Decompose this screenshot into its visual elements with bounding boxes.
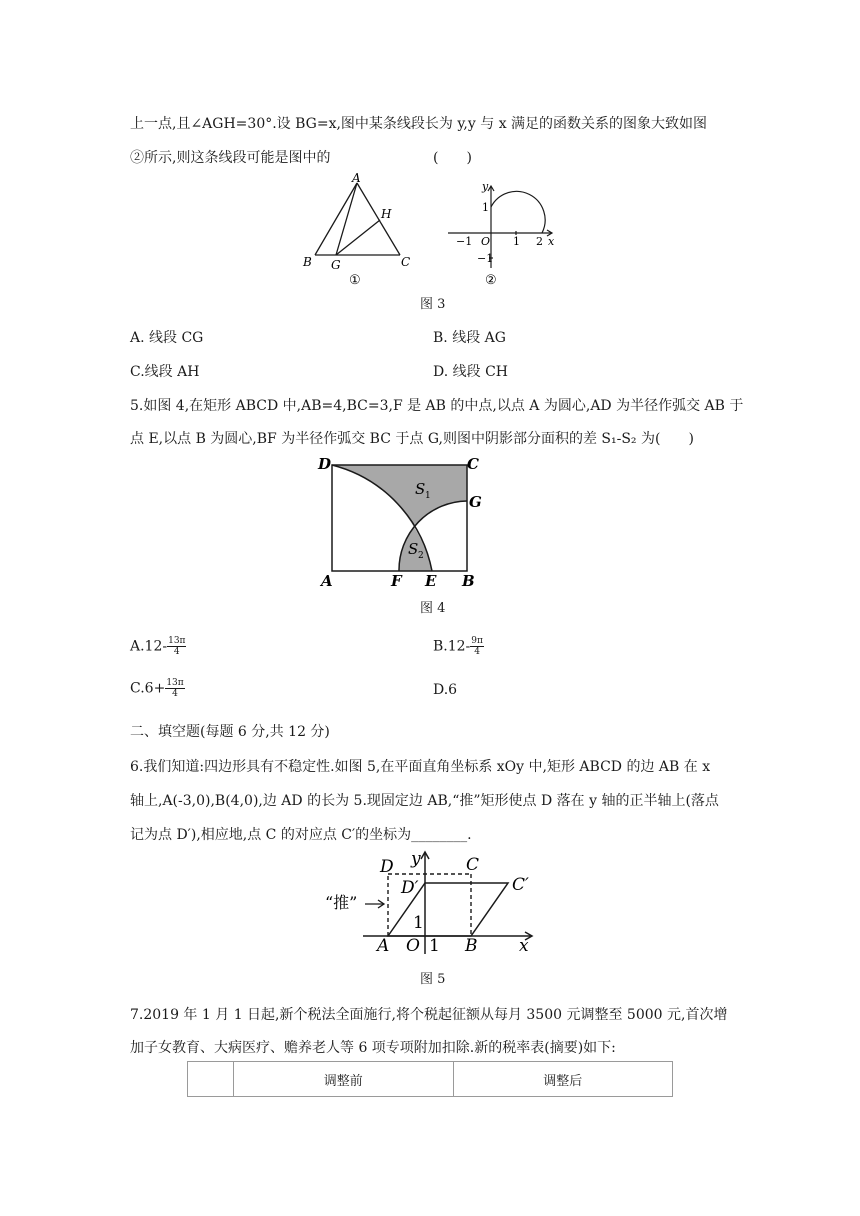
- q5-option-a-denominator: 4: [173, 647, 180, 657]
- graph-label-two-x: 2: [536, 235, 543, 248]
- q4-option-c: C.线段 AH: [130, 364, 200, 380]
- fig5-label-c: C: [466, 855, 480, 875]
- fig4-label-a: A: [321, 572, 333, 590]
- q5-option-b-denominator: 4: [474, 647, 480, 657]
- tri-label-h: H: [381, 207, 392, 221]
- fig4-label-c: C: [467, 455, 479, 473]
- q5-option-b-prefix: B.12-: [433, 638, 471, 655]
- q4-text-line1: 上一点,且∠AGH=30°.设 BG=x,图中某条线段长为 y,y 与 x 满足的函数关系的图象大致如图: [130, 116, 708, 132]
- fig5-label-d: D: [380, 857, 394, 877]
- q7-text-line2: 加子女教育、大病医疗、赡养老人等 6 项专项附加扣除.新的税率表(摘要)如下:: [130, 1040, 616, 1056]
- table-header-cell: 调整后: [453, 1062, 673, 1097]
- graph-label-neg-one-x: −1: [456, 235, 473, 248]
- q4-option-b: B. 线段 AG: [433, 330, 506, 346]
- q5-option-b-numerator: 9π: [471, 636, 483, 646]
- graph-sub-label: ②: [485, 273, 497, 288]
- figure-4-caption: 图 4: [420, 601, 446, 616]
- q5-option-c-denominator: 4: [172, 689, 178, 699]
- fig5-label-b: B: [465, 936, 478, 956]
- fig5-label-push: “推”: [325, 893, 358, 912]
- q5-option-a-prefix: A.12-: [130, 638, 168, 655]
- fig5-label-y: y: [411, 849, 421, 869]
- graph-label-neg-one-y: −1: [477, 252, 494, 265]
- fig5-label-d-prime: D′: [401, 878, 419, 898]
- fig4-label-g: G: [469, 493, 482, 511]
- table-header-row: [188, 1062, 673, 1097]
- tri-label-b: B: [303, 255, 312, 269]
- q4-text-line2: ②所示,则这条线段可能是图中的: [130, 150, 331, 166]
- figure-3-caption: 图 3: [420, 297, 446, 312]
- q5-text-line1: 5.如图 4,在矩形 ABCD 中,AB=4,BC=3,F 是 AB 的中点,以点 A 为圆心,AD 为半径作弧交 AB 于: [130, 398, 744, 414]
- tax-rate-table: [187, 1061, 673, 1097]
- graph-label-one-y: 1: [482, 201, 489, 214]
- graph-label-x: x: [548, 235, 555, 248]
- tri-label-g: G: [331, 258, 341, 272]
- tri-label-c: C: [401, 255, 411, 269]
- fig4-label-b: B: [462, 572, 475, 590]
- q5-text-line2: 点 E,以点 B 为圆心,BF 为半径作弧交 BC 于点 G,则图中阴影部分面积的差 S₁-S₂ 为( ): [130, 431, 694, 447]
- fig4-label-f: F: [391, 572, 402, 590]
- tri-sub-label: ①: [349, 273, 361, 288]
- fig5-label-a: A: [377, 936, 390, 956]
- q6-text-line2: 轴上,A(-3,0),B(4,0),边 AD 的长为 5.现固定边 AB,“推”矩形使点 D 落在 y 轴的正半轴上(落点: [130, 793, 719, 809]
- q5-option-c-prefix: C.6+: [130, 680, 166, 697]
- fig5-label-o: O: [406, 936, 420, 956]
- table-header-cell: 调整前: [234, 1062, 454, 1097]
- tri-label-a: A: [352, 171, 361, 185]
- q4-option-d: D. 线段 CH: [433, 364, 508, 380]
- section-heading: 二、填空题(每题 6 分,共 12 分): [130, 724, 330, 740]
- q4-answer-paren: ( ): [433, 150, 472, 166]
- figure-5-caption: 图 5: [420, 972, 446, 987]
- fig4-label-e: E: [425, 572, 437, 590]
- fig4-label-s2: S: [408, 540, 419, 558]
- q5-option-a-numerator: 13π: [168, 636, 186, 646]
- graph-label-origin: O: [481, 235, 491, 248]
- q5-option-d: D.6: [433, 682, 458, 698]
- fig4-label-s1: S: [415, 480, 426, 498]
- graph-label-one-x: 1: [513, 235, 520, 248]
- fig5-label-one-x: 1: [429, 936, 440, 956]
- graph-label-y: y: [482, 180, 489, 193]
- q5-option-c-numerator: 13π: [166, 678, 184, 688]
- fig5-label-one-y: 1: [413, 913, 424, 933]
- fig4-label-s2-sub: 2: [418, 551, 424, 561]
- fig4-label-d: D: [318, 455, 332, 473]
- fig4-label-s1-sub: 1: [425, 491, 431, 501]
- q7-text-line1: 7.2019 年 1 月 1 日起,新个税法全面施行,将个税起征额从每月 3500 元调整至 5000 元,首次增: [130, 1007, 728, 1023]
- fig5-label-c-prime: C′: [512, 875, 529, 895]
- q6-text-line1: 6.我们知道:四边形具有不稳定性.如图 5,在平面直角坐标系 xOy 中,矩形 ABCD 的边 AB 在 x: [130, 759, 711, 775]
- q6-text-line3: 记为点 D′),相应地,点 C 的对应点 C′的坐标为________.: [130, 827, 472, 843]
- table-header-cell: [188, 1062, 234, 1097]
- q4-option-a: A. 线段 CG: [130, 330, 204, 346]
- fig5-label-x: x: [519, 936, 529, 956]
